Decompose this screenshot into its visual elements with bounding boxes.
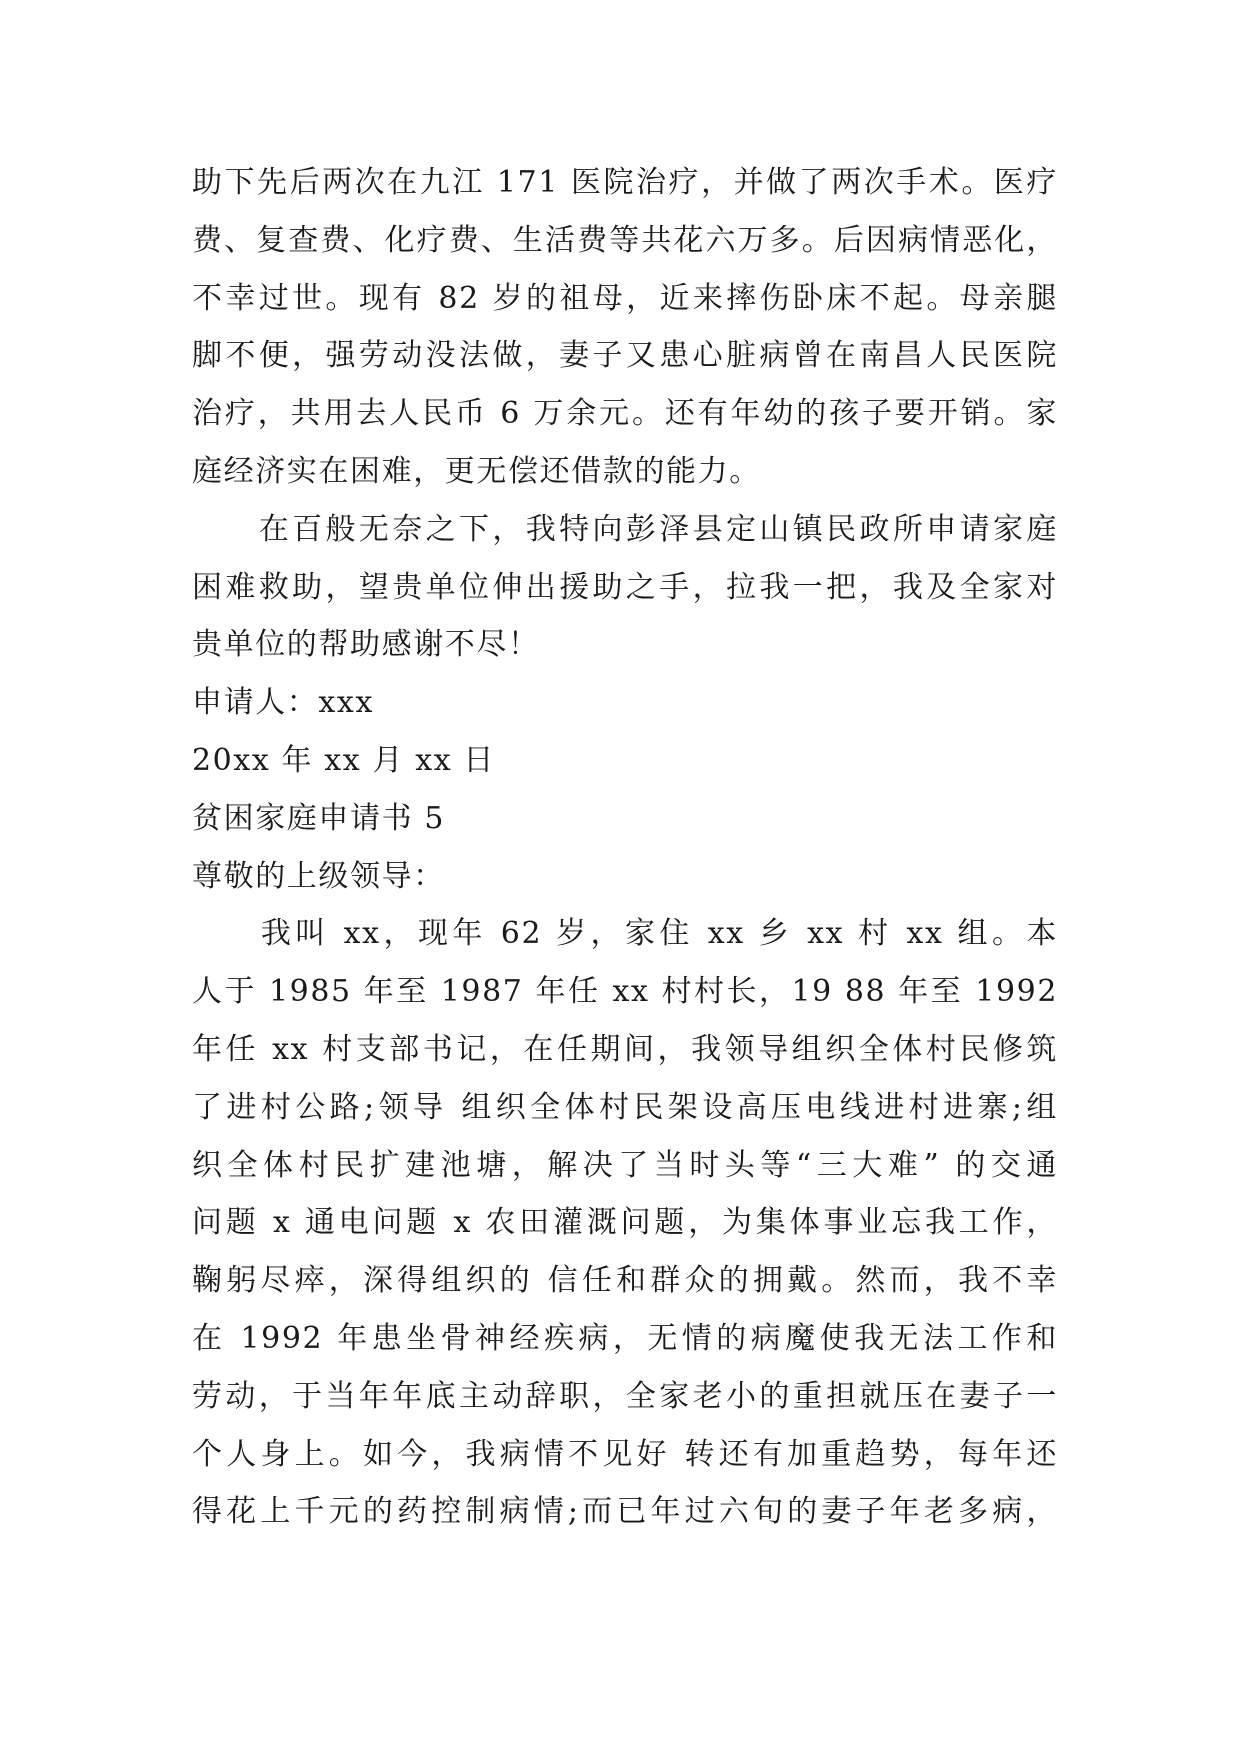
text-line-19: 问题 x 通电问题 x 农田灌溉问题，为集体事业忘我工作， — [192, 1205, 1058, 1241]
applicant-line: 申请人：xxx — [192, 685, 374, 721]
text-line-3: 不幸过世。现有 82 岁的祖母，近来摔伤卧床不起。母亲腿 — [192, 280, 1058, 316]
text-line-7: 在百般无奈之下，我特向彭泽县定山镇民政所申请家庭 — [192, 511, 1058, 547]
text-line-5: 治疗，共用去人民币 6 万余元。还有年幼的孩子要开销。家 — [192, 396, 1058, 432]
text-line-15: 人于 1985 年至 1987 年任 xx 村村长，19 88 年至 1992 — [192, 974, 1058, 1010]
salutation: 尊敬的上级领导： — [192, 858, 445, 894]
text-line-6: 庭经济实在困难，更无偿还借款的能力。 — [192, 453, 761, 489]
text-line-20: 鞠躬尽瘁，深得组织的 信任和群众的拥戴。然而，我不幸 — [192, 1263, 1058, 1299]
text-line-24: 得花上千元的药控制病情;而已年过六旬的妻子年老多病， — [192, 1494, 1058, 1530]
section-title: 贫困家庭申请书 5 — [192, 800, 446, 836]
text-line-16: 年任 xx 村支部书记，在任期间，我领导组织全体村民修筑 — [192, 1031, 1058, 1067]
text-line-23: 个人身上。如今，我病情不见好 转还有加重趋势，每年还 — [192, 1436, 1058, 1472]
document-body — [192, 154, 1058, 1541]
text-line-17: 了进村公路;领导 组织全体村民架设高压电线进村进寨;组 — [192, 1089, 1058, 1125]
text-line-1: 助下先后两次在九江 171 医院治疗，并做了两次手术。医疗 — [192, 165, 1058, 200]
text-line-2: 费、复查费、化疗费、生活费等共花六万多。后因病情恶化， — [192, 222, 1058, 258]
text-line-14: 我叫 xx，现年 62 岁，家住 xx 乡 xx 村 xx 组。本 — [192, 916, 1058, 952]
date-line: 20xx 年 xx 月 xx 日 — [192, 742, 495, 778]
text-line-9: 贵单位的帮助感谢不尽！ — [192, 627, 540, 663]
text-line-8: 困难救助，望贵单位伸出援助之手，拉我一把，我及全家对 — [192, 569, 1058, 605]
text-line-22: 劳动，于当年年底主动辞职，全家老小的重担就压在妻子一 — [192, 1378, 1058, 1414]
text-line-18: 织全体村民扩建池塘，解决了当时头等“三大难” 的交通 — [192, 1147, 1058, 1183]
text-line-21: 在 1992 年患坐骨神经疾病，无情的病魔使我无法工作和 — [192, 1320, 1058, 1356]
text-line-4: 脚不便，强劳动没法做，妻子又患心脏病曾在南昌人民医院 — [192, 338, 1058, 374]
